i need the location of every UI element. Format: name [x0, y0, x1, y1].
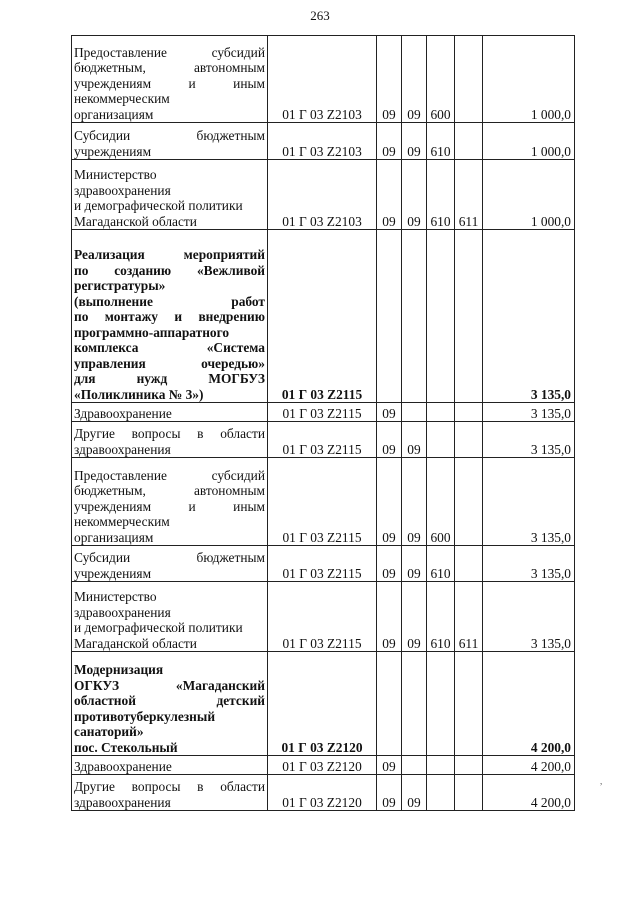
cell-item-name	[72, 756, 268, 775]
item-name-line: здравоохранения	[74, 441, 171, 457]
table-row	[72, 582, 575, 652]
cell-amount: 4 200,0	[483, 652, 575, 756]
cell-subsection	[402, 403, 427, 422]
table-row	[72, 422, 575, 458]
item-name-line: противотуберкулезный	[74, 708, 216, 724]
cell-subsection	[402, 230, 427, 403]
cell-item-name	[72, 36, 268, 123]
table-row	[72, 403, 575, 422]
cell-section: 09	[377, 403, 402, 422]
item-name-line: здравоохранения	[74, 794, 171, 810]
cell-expense-subtype	[455, 458, 483, 546]
cell-amount: 1 000,0	[483, 123, 575, 160]
item-name-line: Предоставление субсидий	[74, 44, 265, 60]
item-name-line: «Поликлиника № 3»)	[74, 386, 204, 402]
page-number: 263	[310, 8, 330, 23]
cell-subsection: 09	[402, 546, 427, 582]
cell-expense-type	[427, 756, 455, 775]
cell-expense-type	[427, 403, 455, 422]
cell-subsection	[402, 756, 427, 775]
cell-section: 09	[377, 123, 402, 160]
cell-expense-type: 610	[427, 123, 455, 160]
item-name-line: учреждениям	[74, 565, 152, 581]
cell-subsection: 09	[402, 422, 427, 458]
cell-section: 09	[377, 36, 402, 123]
cell-target-code: 01 Г 03 Z2120	[268, 652, 377, 756]
item-name-line: Другие вопросы в области	[74, 779, 265, 794]
item-name-line: регистратуры»	[74, 278, 166, 293]
table-row	[72, 36, 575, 123]
cell-amount: 1 000,0	[483, 160, 575, 230]
cell-item-name	[72, 652, 268, 756]
cell-item-name	[72, 230, 268, 403]
table-row	[72, 160, 575, 230]
item-name-line: учреждениям	[74, 143, 152, 159]
cell-item-name	[72, 160, 268, 230]
item-name-line: пос. Стекольный	[74, 739, 178, 755]
item-name-line: бюджетным, автономным	[74, 483, 265, 498]
item-name-line: Реализация мероприятий	[74, 247, 265, 262]
cell-target-code: 01 Г 03 Z2115	[268, 403, 377, 422]
cell-target-code: 01 Г 03 Z2103	[268, 160, 377, 230]
item-name-line: некоммерческим	[74, 514, 170, 529]
cell-amount: 3 135,0	[483, 458, 575, 546]
cell-expense-type	[427, 422, 455, 458]
cell-amount: 3 135,0	[483, 546, 575, 582]
cell-amount: 4 200,0	[483, 756, 575, 775]
cell-expense-subtype	[455, 775, 483, 811]
cell-expense-type: 610	[427, 582, 455, 652]
cell-target-code: 01 Г 03 Z2115	[268, 546, 377, 582]
item-name-line: Здравоохранение	[74, 758, 172, 774]
cell-section: 09	[377, 458, 402, 546]
item-name-line: Субсидии бюджетным	[74, 128, 265, 143]
cell-expense-type	[427, 775, 455, 811]
cell-section: 09	[377, 756, 402, 775]
cell-target-code: 01 Г 03 Z2120	[268, 775, 377, 811]
cell-expense-subtype: 611	[455, 160, 483, 230]
cell-expense-subtype	[455, 123, 483, 160]
table-row	[72, 652, 575, 756]
cell-expense-type: 600	[427, 36, 455, 123]
cell-amount: 3 135,0	[483, 230, 575, 403]
table-row	[72, 123, 575, 160]
cell-target-code: 01 Г 03 Z2103	[268, 123, 377, 160]
item-name-line: Здравоохранение	[74, 405, 172, 421]
cell-amount: 3 135,0	[483, 582, 575, 652]
item-name-line: областной детский	[74, 693, 265, 708]
item-name-line: для нужд МОГБУЗ	[74, 371, 265, 386]
cell-expense-subtype: 611	[455, 582, 483, 652]
item-name-line: Министерство	[74, 167, 157, 182]
cell-subsection: 09	[402, 582, 427, 652]
cell-subsection: 09	[402, 160, 427, 230]
cell-target-code: 01 Г 03 Z2103	[268, 36, 377, 123]
cell-item-name	[72, 422, 268, 458]
cell-expense-subtype	[455, 546, 483, 582]
item-name-line: по монтажу и внедрению	[74, 309, 265, 324]
item-name-line: Магаданской области	[74, 635, 197, 651]
cell-amount: 3 135,0	[483, 403, 575, 422]
item-name-line: Субсидии бюджетным	[74, 550, 265, 565]
item-name-line: и демографической политики	[74, 198, 243, 213]
cell-section	[377, 230, 402, 403]
cell-target-code: 01 Г 03 Z2120	[268, 756, 377, 775]
cell-amount: 4 200,0	[483, 775, 575, 811]
item-name-line: ОГКУЗ «Магаданский	[74, 677, 265, 693]
item-name-line: Министерство	[74, 589, 157, 604]
item-name-line: здравоохранения	[74, 182, 171, 198]
cell-section	[377, 652, 402, 756]
budget-table	[71, 35, 575, 811]
cell-expense-type	[427, 230, 455, 403]
table-row	[72, 756, 575, 775]
table-row	[72, 546, 575, 582]
cell-subsection: 09	[402, 36, 427, 123]
cell-subsection: 09	[402, 775, 427, 811]
cell-expense-subtype	[455, 756, 483, 775]
cell-expense-type: 600	[427, 458, 455, 546]
cell-subsection: 09	[402, 458, 427, 546]
cell-expense-type	[427, 652, 455, 756]
cell-expense-type: 610	[427, 546, 455, 582]
item-name-line: по созданию «Вежливой	[74, 262, 265, 278]
cell-expense-subtype	[455, 403, 483, 422]
cell-expense-subtype	[455, 652, 483, 756]
cell-section: 09	[377, 160, 402, 230]
cell-section: 09	[377, 546, 402, 582]
cell-item-name	[72, 458, 268, 546]
cell-target-code: 01 Г 03 Z2115	[268, 230, 377, 403]
item-name-line: организациям	[74, 529, 154, 545]
item-name-line: бюджетным, автономным	[74, 60, 265, 75]
item-name-line: здравоохранения	[74, 604, 171, 620]
item-name-line: санаторий»	[74, 724, 144, 739]
table-row	[72, 458, 575, 546]
item-name-line: Другие вопросы в области	[74, 426, 265, 441]
item-name-line: Модернизация	[74, 662, 164, 677]
item-name-line: учреждениям и иным	[74, 498, 265, 514]
cell-item-name	[72, 403, 268, 422]
cell-section: 09	[377, 422, 402, 458]
item-name-line: комплекса «Система	[74, 340, 265, 355]
item-name-line: Магаданской области	[74, 213, 197, 229]
item-name-line: учреждениям и иным	[74, 75, 265, 91]
item-name-line: (выполнение работ	[74, 293, 265, 309]
item-name-line: управления очередью»	[74, 355, 265, 371]
cell-section: 09	[377, 582, 402, 652]
cell-expense-subtype	[455, 422, 483, 458]
item-name-line: и демографической политики	[74, 620, 243, 635]
cell-item-name	[72, 582, 268, 652]
cell-expense-subtype	[455, 230, 483, 403]
cell-item-name	[72, 775, 268, 811]
cell-amount: 1 000,0	[483, 36, 575, 123]
cell-item-name	[72, 546, 268, 582]
margin-mark: ,	[600, 776, 603, 786]
cell-subsection	[402, 652, 427, 756]
cell-amount: 3 135,0	[483, 422, 575, 458]
table-row	[72, 775, 575, 811]
cell-target-code: 01 Г 03 Z2115	[268, 582, 377, 652]
cell-expense-subtype	[455, 36, 483, 123]
item-name-line: программно-аппаратного	[74, 324, 230, 340]
item-name-line: некоммерческим	[74, 91, 170, 106]
table-row	[72, 230, 575, 403]
cell-expense-type: 610	[427, 160, 455, 230]
cell-target-code: 01 Г 03 Z2115	[268, 458, 377, 546]
cell-section: 09	[377, 775, 402, 811]
cell-target-code: 01 Г 03 Z2115	[268, 422, 377, 458]
cell-item-name	[72, 123, 268, 160]
cell-subsection: 09	[402, 123, 427, 160]
item-name-line: организациям	[74, 106, 154, 122]
item-name-line: Предоставление субсидий	[74, 467, 265, 483]
